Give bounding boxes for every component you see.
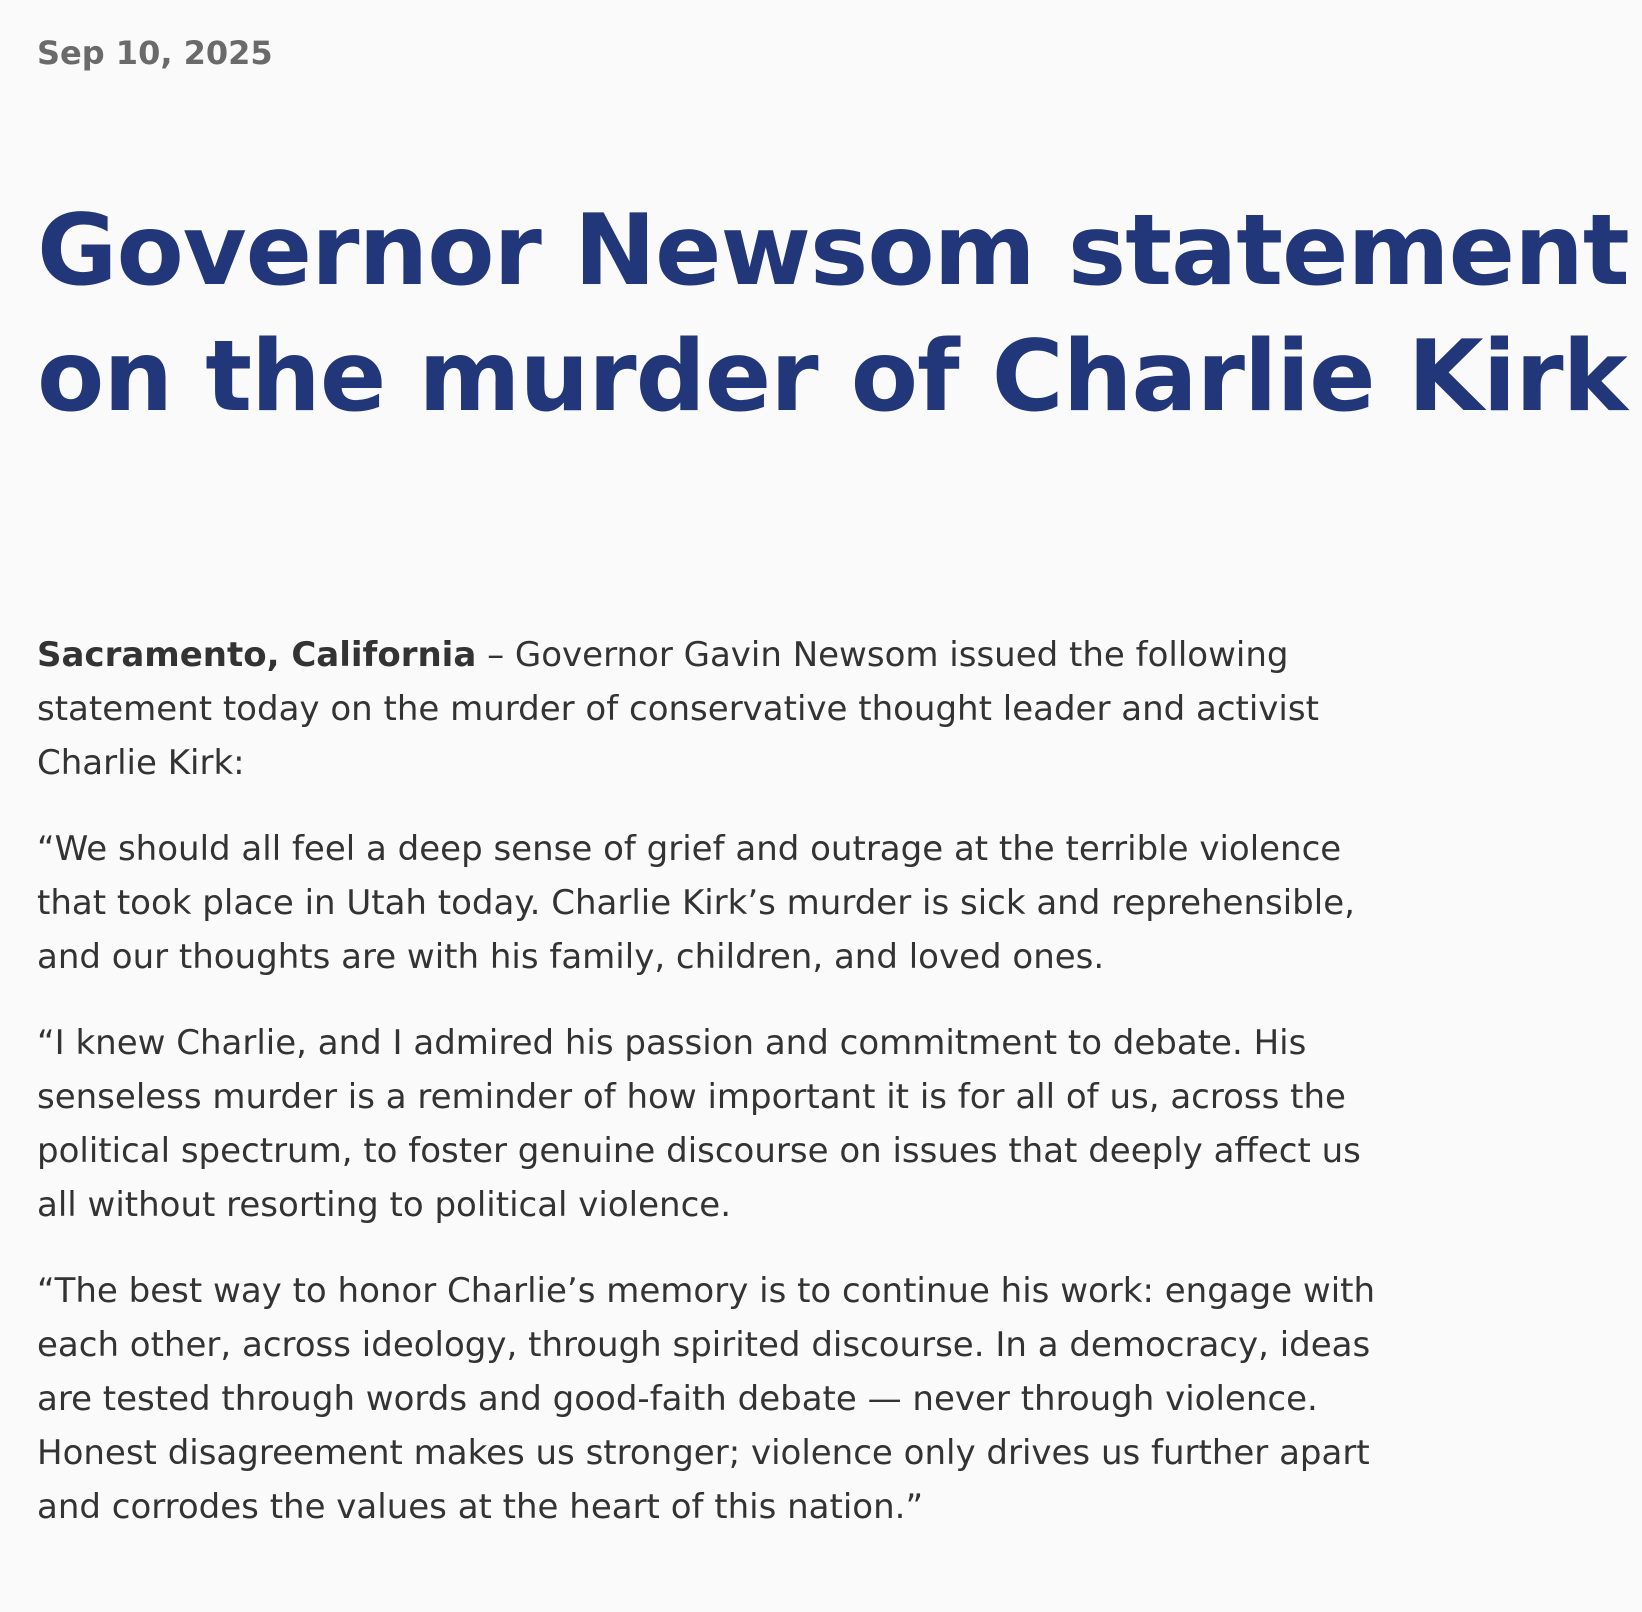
paragraph-line: “We should all feel a deep sense of grief and outrage at the terrible violence	[37, 829, 1342, 869]
paragraph-line: all without resorting to political violence.	[37, 1185, 731, 1225]
paragraph-line: Charlie Kirk:	[37, 743, 245, 783]
paragraph-quote-1	[37, 822, 1457, 984]
paragraph-line: and our thoughts are with his family, children, and loved ones.	[37, 937, 1105, 977]
paragraph-line: statement today on the murder of conservative thought leader and activist	[37, 689, 1319, 729]
intro-text: – Governor Gavin Newsom issued the following	[476, 635, 1289, 675]
paragraph-line: that took place in Utah today. Charlie Kirk’s murder is sick and reprehensible,	[37, 883, 1355, 923]
paragraph-line: are tested through words and good-faith debate — never through violence.	[37, 1379, 1318, 1419]
paragraph-quote-3	[37, 1264, 1457, 1534]
article-body	[37, 628, 1457, 1566]
paragraph-line: Honest disagreement makes us stronger; violence only drives us further apart	[37, 1433, 1370, 1473]
title-line: Governor Newsom statement	[37, 194, 1629, 308]
paragraph-line: and corrodes the values at the heart of this nation.”	[37, 1487, 924, 1527]
paragraph-quote-2	[37, 1016, 1457, 1232]
paragraph-line: “I knew Charlie, and I admired his passion and commitment to debate. His	[37, 1023, 1307, 1063]
paragraph-line: political spectrum, to foster genuine discourse on issues that deeply affect us	[37, 1131, 1361, 1171]
paragraph-line	[37, 628, 1457, 682]
title-line: on the murder of Charlie Kirk	[37, 320, 1627, 434]
paragraph-intro	[37, 628, 1457, 790]
page-title	[37, 188, 1637, 440]
paragraph-line: “The best way to honor Charlie’s memory is to continue his work: engage with	[37, 1271, 1376, 1311]
paragraph-line: each other, across ideology, through spirited discourse. In a democracy, ideas	[37, 1325, 1371, 1365]
paragraph-line: senseless murder is a reminder of how important it is for all of us, across the	[37, 1077, 1346, 1117]
dateline: Sacramento, California	[37, 635, 477, 675]
publish-date: Sep 10, 2025	[37, 34, 273, 72]
